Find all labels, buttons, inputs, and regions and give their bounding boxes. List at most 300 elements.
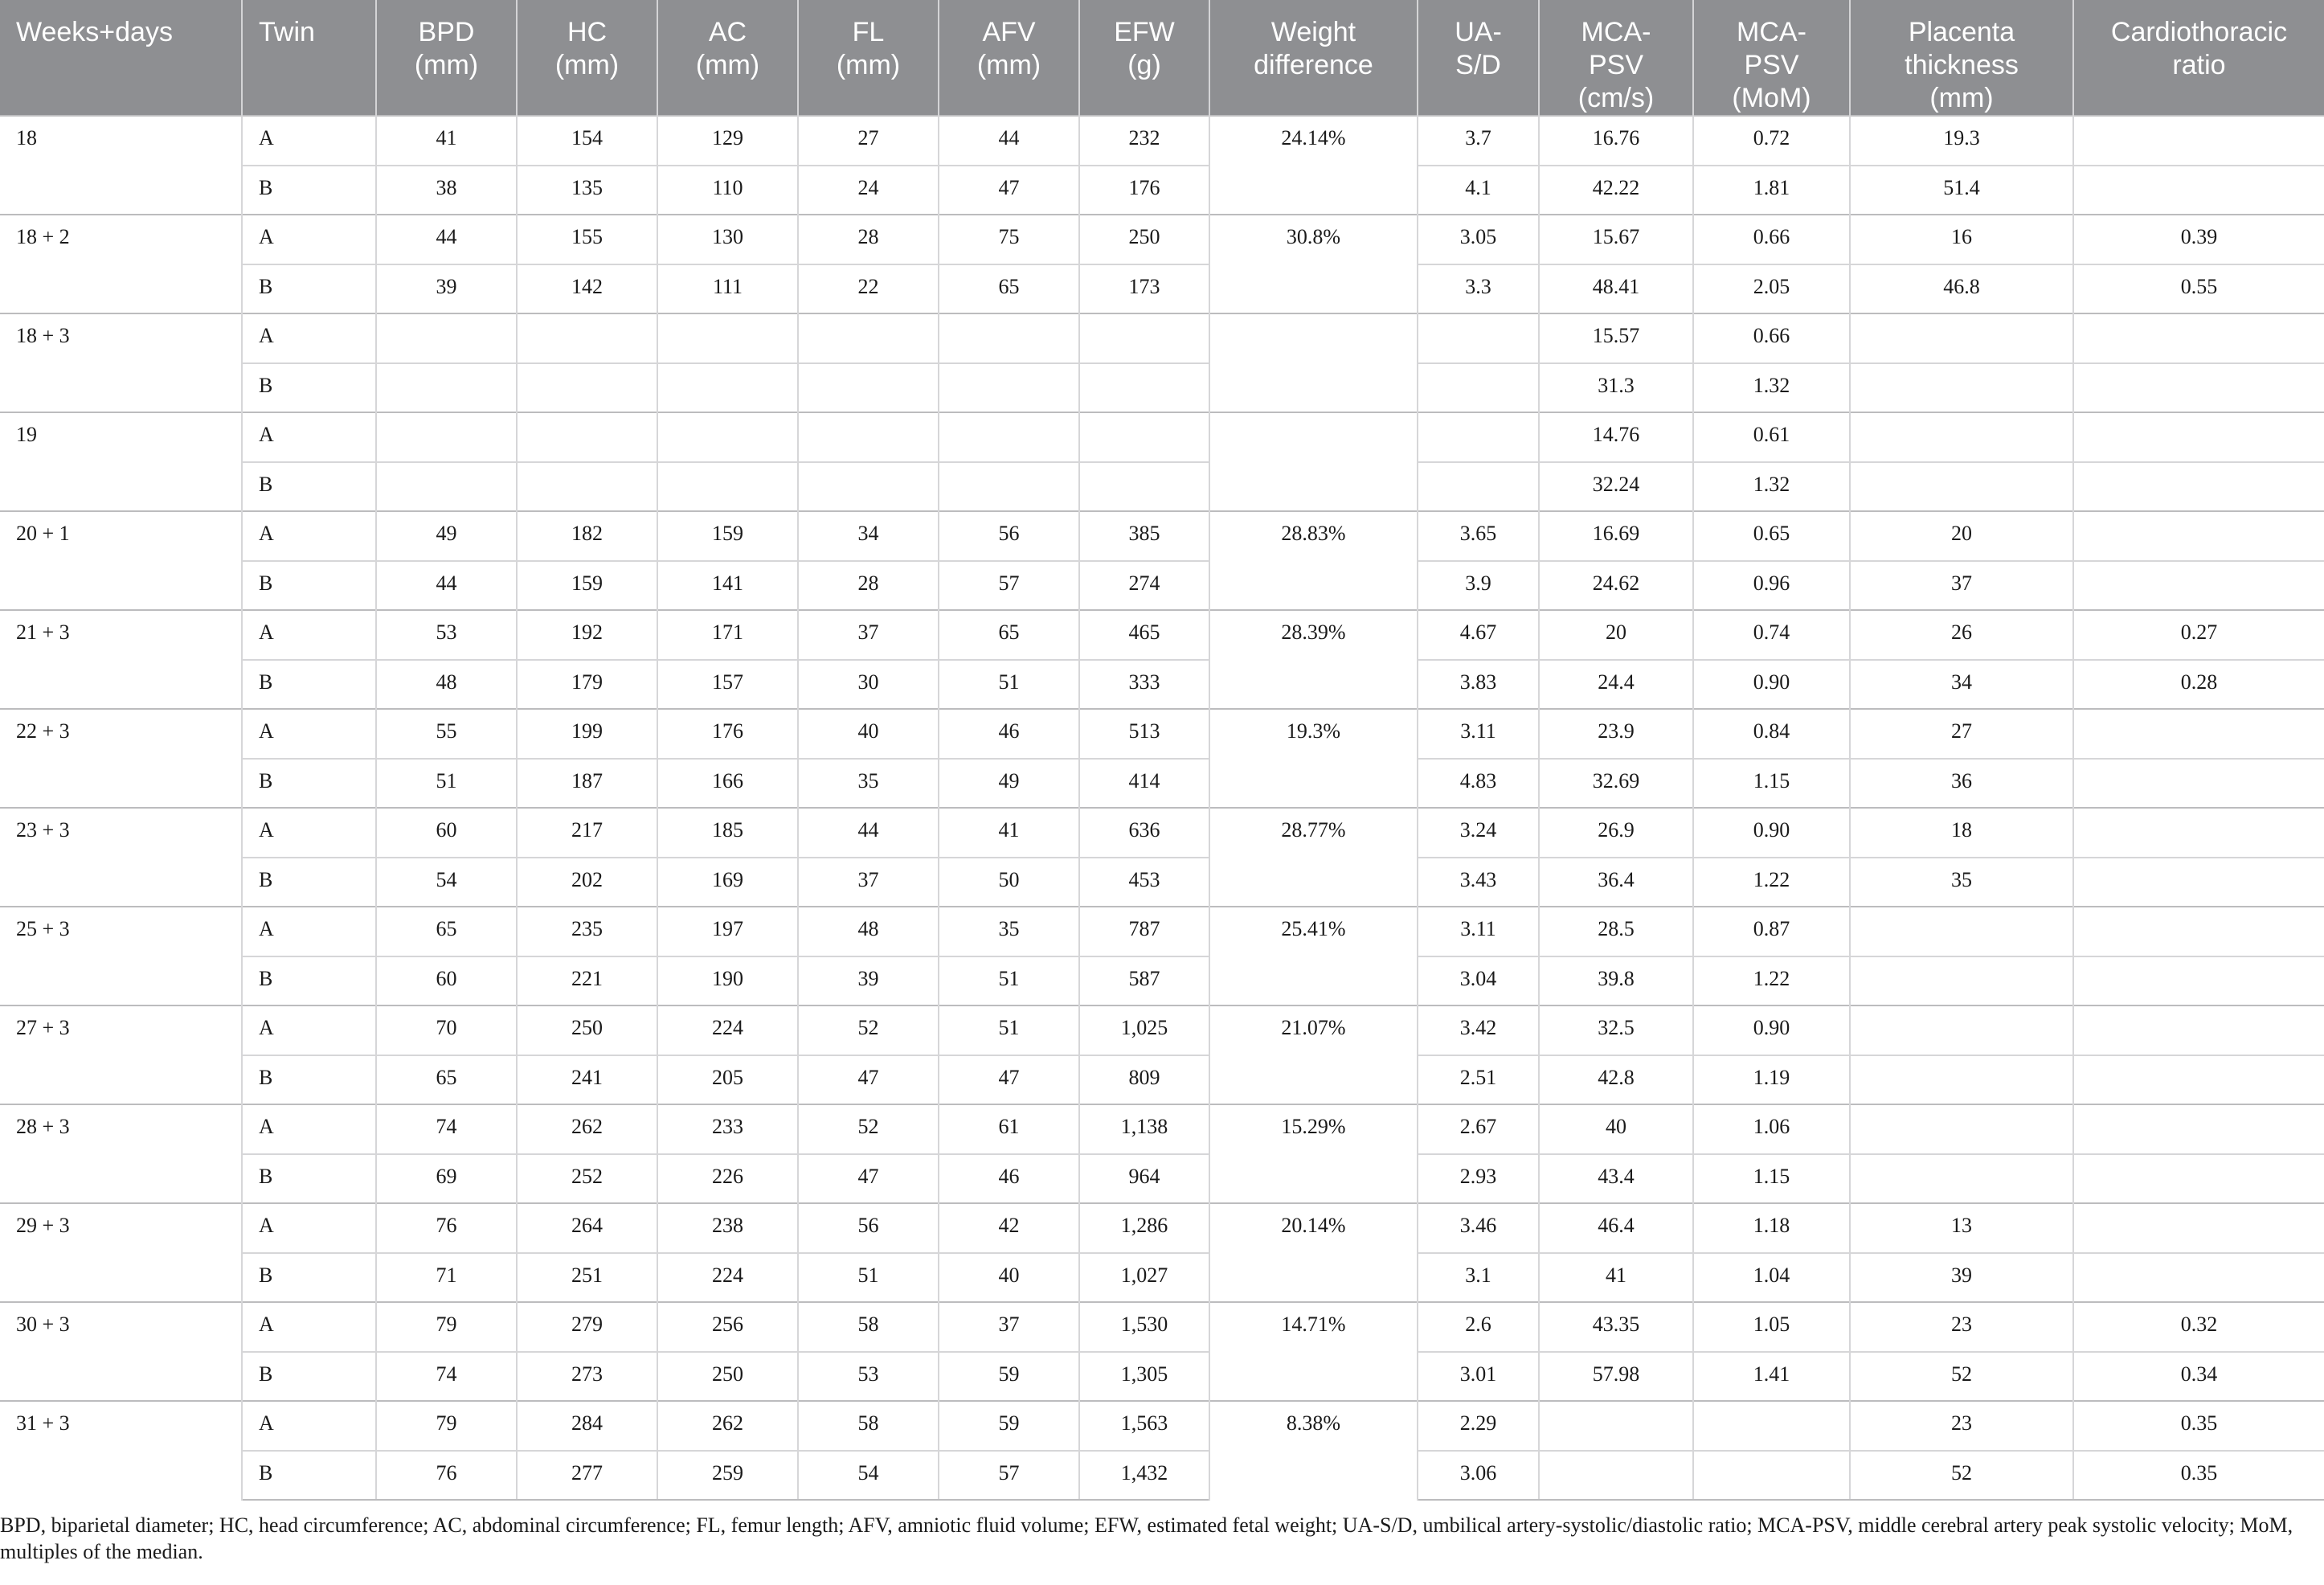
ac-cell: 224	[657, 1005, 798, 1055]
weight-difference-cell: 24.14%	[1209, 116, 1418, 215]
hc-cell: 182	[517, 511, 657, 561]
ctr-cell	[2073, 313, 2324, 363]
mca-psv-cms-cell: 48.41	[1539, 264, 1693, 314]
mca-psv-mom-cell: 0.90	[1693, 1005, 1850, 1055]
ctr-cell: 0.34	[2073, 1352, 2324, 1402]
ua-sd-cell: 3.65	[1418, 511, 1539, 561]
weight-difference-cell: 20.14%	[1209, 1203, 1418, 1302]
afv-cell: 65	[939, 610, 1079, 660]
ua-sd-cell	[1418, 462, 1539, 512]
fl-cell: 56	[798, 1203, 939, 1253]
table-row	[0, 313, 2324, 363]
weeks-cell: 25 + 3	[0, 907, 242, 1005]
mca-psv-cms-cell: 26.9	[1539, 808, 1693, 858]
ac-cell: 176	[657, 709, 798, 759]
table-row	[0, 363, 2324, 413]
bpd-cell: 69	[376, 1154, 517, 1204]
mca-psv-cms-cell: 57.98	[1539, 1352, 1693, 1402]
twin-cell: B	[242, 1154, 376, 1204]
table-row	[0, 709, 2324, 759]
table-row	[0, 1005, 2324, 1055]
afv-cell: 40	[939, 1253, 1079, 1303]
bpd-cell: 53	[376, 610, 517, 660]
efw-cell: 1,305	[1079, 1352, 1209, 1402]
table-row	[0, 561, 2324, 611]
hc-cell: 187	[517, 759, 657, 809]
efw-cell: 809	[1079, 1055, 1209, 1105]
twin-cell: A	[242, 808, 376, 858]
hc-cell: 135	[517, 166, 657, 215]
afv-cell: 57	[939, 1451, 1079, 1501]
placenta-cell: 23	[1850, 1302, 2073, 1352]
twin-cell: A	[242, 1302, 376, 1352]
hc-cell: 221	[517, 956, 657, 1006]
mca-psv-mom-cell: 1.22	[1693, 956, 1850, 1006]
fl-cell: 54	[798, 1451, 939, 1501]
efw-cell: 385	[1079, 511, 1209, 561]
ac-cell: 111	[657, 264, 798, 314]
mca-psv-mom-cell: 0.74	[1693, 610, 1850, 660]
ctr-cell	[2073, 907, 2324, 956]
mca-psv-cms-cell: 32.24	[1539, 462, 1693, 512]
bpd-cell: 51	[376, 759, 517, 809]
ctr-cell	[2073, 1253, 2324, 1303]
fl-cell	[798, 313, 939, 363]
hc-cell: 142	[517, 264, 657, 314]
mca-psv-mom-cell	[1693, 1451, 1850, 1501]
weeks-cell: 21 + 3	[0, 610, 242, 709]
efw-cell: 250	[1079, 215, 1209, 264]
afv-cell: 59	[939, 1401, 1079, 1451]
ac-cell: 226	[657, 1154, 798, 1204]
weight-difference-cell: 8.38%	[1209, 1401, 1418, 1500]
ua-sd-cell: 2.51	[1418, 1055, 1539, 1105]
mca-psv-mom-cell: 1.81	[1693, 166, 1850, 215]
table-row	[0, 660, 2324, 710]
table-row	[0, 759, 2324, 809]
efw-cell: 587	[1079, 956, 1209, 1006]
ac-cell: 141	[657, 561, 798, 611]
placenta-cell: 20	[1850, 511, 2073, 561]
fl-cell: 24	[798, 166, 939, 215]
mca-psv-cms-cell: 15.57	[1539, 313, 1693, 363]
twin-cell: A	[242, 511, 376, 561]
weight-difference-cell: 25.41%	[1209, 907, 1418, 1005]
ua-sd-cell: 3.04	[1418, 956, 1539, 1006]
placenta-cell	[1850, 313, 2073, 363]
twin-cell: A	[242, 1005, 376, 1055]
placenta-cell: 52	[1850, 1451, 2073, 1501]
hc-cell: 159	[517, 561, 657, 611]
ctr-cell	[2073, 1154, 2324, 1204]
weeks-cell: 23 + 3	[0, 808, 242, 907]
efw-cell: 414	[1079, 759, 1209, 809]
ua-sd-cell: 2.67	[1418, 1104, 1539, 1154]
afv-cell: 35	[939, 907, 1079, 956]
weeks-cell: 19	[0, 412, 242, 511]
header-cell: MCA- PSV (MoM)	[1693, 0, 1850, 116]
mca-psv-mom-cell: 1.32	[1693, 462, 1850, 512]
efw-cell: 513	[1079, 709, 1209, 759]
bpd-cell	[376, 313, 517, 363]
twin-cell: B	[242, 561, 376, 611]
ctr-cell	[2073, 808, 2324, 858]
weeks-cell: 27 + 3	[0, 1005, 242, 1104]
fl-cell: 39	[798, 956, 939, 1006]
placenta-cell: 18	[1850, 808, 2073, 858]
header-cell: MCA- PSV (cm/s)	[1539, 0, 1693, 116]
afv-cell: 51	[939, 1005, 1079, 1055]
afv-cell	[939, 363, 1079, 413]
hc-cell: 217	[517, 808, 657, 858]
table-row	[0, 462, 2324, 512]
bpd-cell: 39	[376, 264, 517, 314]
efw-cell	[1079, 313, 1209, 363]
twin-cell: B	[242, 1352, 376, 1402]
ctr-cell	[2073, 759, 2324, 809]
fl-cell: 47	[798, 1055, 939, 1105]
bpd-cell: 74	[376, 1352, 517, 1402]
hc-cell	[517, 313, 657, 363]
header-cell: Weight difference	[1209, 0, 1418, 116]
bpd-cell	[376, 462, 517, 512]
mca-psv-cms-cell: 28.5	[1539, 907, 1693, 956]
weight-difference-cell: 21.07%	[1209, 1005, 1418, 1104]
efw-cell: 964	[1079, 1154, 1209, 1204]
weight-difference-cell: 19.3%	[1209, 709, 1418, 808]
ua-sd-cell: 3.05	[1418, 215, 1539, 264]
afv-cell: 47	[939, 1055, 1079, 1105]
weeks-cell: 30 + 3	[0, 1302, 242, 1401]
placenta-cell: 39	[1850, 1253, 2073, 1303]
mca-psv-mom-cell: 0.90	[1693, 808, 1850, 858]
efw-cell: 787	[1079, 907, 1209, 956]
table-row	[0, 264, 2324, 314]
twin-cell: A	[242, 610, 376, 660]
weeks-cell: 18 + 2	[0, 215, 242, 313]
ac-cell: 233	[657, 1104, 798, 1154]
ac-cell: 238	[657, 1203, 798, 1253]
ua-sd-cell: 3.83	[1418, 660, 1539, 710]
mca-psv-mom-cell: 1.04	[1693, 1253, 1850, 1303]
ac-cell: 159	[657, 511, 798, 561]
efw-cell: 1,027	[1079, 1253, 1209, 1303]
mca-psv-cms-cell: 24.62	[1539, 561, 1693, 611]
ac-cell: 157	[657, 660, 798, 710]
bpd-cell: 44	[376, 215, 517, 264]
fl-cell: 40	[798, 709, 939, 759]
bpd-cell: 74	[376, 1104, 517, 1154]
fl-cell: 52	[798, 1005, 939, 1055]
fl-cell	[798, 412, 939, 462]
placenta-cell: 36	[1850, 759, 2073, 809]
table-row	[0, 412, 2324, 462]
bpd-cell: 71	[376, 1253, 517, 1303]
afv-cell: 56	[939, 511, 1079, 561]
mca-psv-mom-cell: 0.72	[1693, 116, 1850, 166]
twin-cell: B	[242, 660, 376, 710]
efw-cell: 1,286	[1079, 1203, 1209, 1253]
weeks-cell: 18	[0, 116, 242, 215]
twin-cell: B	[242, 166, 376, 215]
placenta-cell: 52	[1850, 1352, 2073, 1402]
mca-psv-cms-cell: 36.4	[1539, 858, 1693, 907]
twin-cell: A	[242, 1401, 376, 1451]
ua-sd-cell: 2.29	[1418, 1401, 1539, 1451]
ac-cell: 166	[657, 759, 798, 809]
ctr-cell	[2073, 363, 2324, 413]
placenta-cell	[1850, 956, 2073, 1006]
bpd-cell: 79	[376, 1401, 517, 1451]
ctr-cell	[2073, 858, 2324, 907]
bpd-cell: 70	[376, 1005, 517, 1055]
fl-cell: 44	[798, 808, 939, 858]
ac-cell: 262	[657, 1401, 798, 1451]
ctr-cell	[2073, 1055, 2324, 1105]
mca-psv-cms-cell: 40	[1539, 1104, 1693, 1154]
fl-cell: 27	[798, 116, 939, 166]
table-row	[0, 1451, 2324, 1501]
ctr-cell	[2073, 1203, 2324, 1253]
efw-cell: 1,025	[1079, 1005, 1209, 1055]
hc-cell: 199	[517, 709, 657, 759]
fl-cell: 28	[798, 561, 939, 611]
efw-cell: 465	[1079, 610, 1209, 660]
mca-psv-cms-cell: 32.5	[1539, 1005, 1693, 1055]
afv-cell: 50	[939, 858, 1079, 907]
efw-cell: 1,432	[1079, 1451, 1209, 1501]
twin-cell: A	[242, 1203, 376, 1253]
efw-cell	[1079, 363, 1209, 413]
weeks-cell: 29 + 3	[0, 1203, 242, 1302]
efw-cell: 232	[1079, 116, 1209, 166]
ctr-cell	[2073, 1005, 2324, 1055]
fl-cell	[798, 462, 939, 512]
ac-cell	[657, 363, 798, 413]
ctr-cell: 0.32	[2073, 1302, 2324, 1352]
hc-cell: 273	[517, 1352, 657, 1402]
mca-psv-cms-cell: 15.67	[1539, 215, 1693, 264]
twin-cell: B	[242, 264, 376, 314]
mca-psv-cms-cell: 42.22	[1539, 166, 1693, 215]
afv-cell: 51	[939, 660, 1079, 710]
table-row	[0, 610, 2324, 660]
twin-cell: B	[242, 462, 376, 512]
table-row	[0, 1203, 2324, 1253]
header-cell: Twin	[242, 0, 376, 116]
placenta-cell	[1850, 412, 2073, 462]
weeks-cell: 28 + 3	[0, 1104, 242, 1203]
placenta-cell: 16	[1850, 215, 2073, 264]
header-cell: HC (mm)	[517, 0, 657, 116]
ctr-cell: 0.35	[2073, 1451, 2324, 1501]
efw-cell: 176	[1079, 166, 1209, 215]
ac-cell: 110	[657, 166, 798, 215]
fl-cell: 58	[798, 1302, 939, 1352]
hc-cell: 264	[517, 1203, 657, 1253]
mca-psv-cms-cell: 39.8	[1539, 956, 1693, 1006]
fl-cell: 28	[798, 215, 939, 264]
twin-cell: A	[242, 907, 376, 956]
mca-psv-mom-cell: 1.15	[1693, 1154, 1850, 1204]
hc-cell: 192	[517, 610, 657, 660]
afv-cell: 41	[939, 808, 1079, 858]
mca-psv-mom-cell: 0.87	[1693, 907, 1850, 956]
placenta-cell	[1850, 1104, 2073, 1154]
ac-cell: 190	[657, 956, 798, 1006]
ac-cell: 259	[657, 1451, 798, 1501]
mca-psv-mom-cell: 1.15	[1693, 759, 1850, 809]
twin-cell: B	[242, 1451, 376, 1501]
fl-cell: 53	[798, 1352, 939, 1402]
table-row	[0, 1055, 2324, 1105]
twin-cell: B	[242, 363, 376, 413]
ua-sd-cell: 3.11	[1418, 907, 1539, 956]
mca-psv-mom-cell: 1.32	[1693, 363, 1850, 413]
hc-cell: 279	[517, 1302, 657, 1352]
ctr-cell	[2073, 166, 2324, 215]
header-cell: Cardiothoracic ratio	[2073, 0, 2324, 116]
ctr-cell	[2073, 462, 2324, 512]
table-row	[0, 858, 2324, 907]
hc-cell: 235	[517, 907, 657, 956]
hc-cell: 155	[517, 215, 657, 264]
table-row	[0, 1352, 2324, 1402]
placenta-cell: 46.8	[1850, 264, 2073, 314]
efw-cell: 1,530	[1079, 1302, 1209, 1352]
afv-cell: 46	[939, 1154, 1079, 1204]
ctr-cell	[2073, 1104, 2324, 1154]
efw-cell: 1,138	[1079, 1104, 1209, 1154]
mca-psv-cms-cell: 24.4	[1539, 660, 1693, 710]
ua-sd-cell: 3.7	[1418, 116, 1539, 166]
twin-cell: B	[242, 956, 376, 1006]
efw-cell: 636	[1079, 808, 1209, 858]
afv-cell: 44	[939, 116, 1079, 166]
ctr-cell: 0.27	[2073, 610, 2324, 660]
hc-cell	[517, 462, 657, 512]
ac-cell: 205	[657, 1055, 798, 1105]
weight-difference-cell: 14.71%	[1209, 1302, 1418, 1401]
table-footnote: BPD, biparietal diameter; HC, head circumference; AC, abdominal circumference; FL, femur length; AFV, amniotic fluid volume; EFW, estimated fetal weight; UA-S/D, umbilical artery-systolic/diastolic ratio; MCA-PSV, middle cerebral artery peak systolic velocity; MoM, multiples of the median.	[0, 1513, 2293, 1563]
ac-cell: 169	[657, 858, 798, 907]
fl-cell: 51	[798, 1253, 939, 1303]
ua-sd-cell: 2.6	[1418, 1302, 1539, 1352]
table-row	[0, 808, 2324, 858]
ua-sd-cell: 4.67	[1418, 610, 1539, 660]
fl-cell: 58	[798, 1401, 939, 1451]
hc-cell: 202	[517, 858, 657, 907]
mca-psv-mom-cell	[1693, 1401, 1850, 1451]
ua-sd-cell	[1418, 313, 1539, 363]
table-row	[0, 215, 2324, 264]
twin-cell: B	[242, 759, 376, 809]
weeks-cell: 20 + 1	[0, 511, 242, 610]
hc-cell: 284	[517, 1401, 657, 1451]
mca-psv-mom-cell: 0.84	[1693, 709, 1850, 759]
mca-psv-mom-cell: 1.41	[1693, 1352, 1850, 1402]
ua-sd-cell: 3.42	[1418, 1005, 1539, 1055]
header-cell: Placenta thickness (mm)	[1850, 0, 2073, 116]
ctr-cell	[2073, 561, 2324, 611]
twin-cell: A	[242, 709, 376, 759]
afv-cell: 75	[939, 215, 1079, 264]
mca-psv-cms-cell: 43.4	[1539, 1154, 1693, 1204]
hc-cell: 241	[517, 1055, 657, 1105]
ua-sd-cell	[1418, 412, 1539, 462]
fl-cell: 35	[798, 759, 939, 809]
ac-cell: 250	[657, 1352, 798, 1402]
ua-sd-cell: 3.1	[1418, 1253, 1539, 1303]
ac-cell	[657, 462, 798, 512]
placenta-cell	[1850, 1154, 2073, 1204]
afv-cell: 42	[939, 1203, 1079, 1253]
twin-cell: A	[242, 116, 376, 166]
mca-psv-cms-cell: 16.76	[1539, 116, 1693, 166]
hc-cell	[517, 363, 657, 413]
weeks-cell: 18 + 3	[0, 313, 242, 412]
weight-difference-cell: 28.39%	[1209, 610, 1418, 709]
twin-cell: B	[242, 858, 376, 907]
bpd-cell	[376, 412, 517, 462]
bpd-cell: 60	[376, 956, 517, 1006]
ua-sd-cell: 4.1	[1418, 166, 1539, 215]
ua-sd-cell: 3.9	[1418, 561, 1539, 611]
ac-cell: 197	[657, 907, 798, 956]
ua-sd-cell: 3.01	[1418, 1352, 1539, 1402]
bpd-cell: 76	[376, 1451, 517, 1501]
ua-sd-cell	[1418, 363, 1539, 413]
weeks-cell: 22 + 3	[0, 709, 242, 808]
ac-cell: 185	[657, 808, 798, 858]
mca-psv-mom-cell: 0.90	[1693, 660, 1850, 710]
bpd-cell: 76	[376, 1203, 517, 1253]
weight-difference-cell: 30.8%	[1209, 215, 1418, 313]
placenta-cell	[1850, 363, 2073, 413]
ctr-cell: 0.35	[2073, 1401, 2324, 1451]
ctr-cell	[2073, 511, 2324, 561]
ctr-cell	[2073, 709, 2324, 759]
table-row	[0, 116, 2324, 166]
twin-cell: A	[242, 313, 376, 363]
afv-cell: 46	[939, 709, 1079, 759]
hc-cell: 252	[517, 1154, 657, 1204]
ac-cell: 224	[657, 1253, 798, 1303]
table-header	[0, 0, 2324, 116]
mca-psv-cms-cell	[1539, 1451, 1693, 1501]
hc-cell: 179	[517, 660, 657, 710]
table-row	[0, 166, 2324, 215]
ac-cell: 130	[657, 215, 798, 264]
afv-cell: 59	[939, 1352, 1079, 1402]
ctr-cell	[2073, 956, 2324, 1006]
efw-cell: 1,563	[1079, 1401, 1209, 1451]
mca-psv-mom-cell: 1.19	[1693, 1055, 1850, 1105]
mca-psv-mom-cell: 1.18	[1693, 1203, 1850, 1253]
fl-cell: 48	[798, 907, 939, 956]
mca-psv-cms-cell: 46.4	[1539, 1203, 1693, 1253]
twin-cell: A	[242, 412, 376, 462]
placenta-cell: 34	[1850, 660, 2073, 710]
weight-difference-cell	[1209, 412, 1418, 511]
afv-cell: 47	[939, 166, 1079, 215]
header-cell: AC (mm)	[657, 0, 798, 116]
bpd-cell: 38	[376, 166, 517, 215]
mca-psv-mom-cell: 1.05	[1693, 1302, 1850, 1352]
mca-psv-cms-cell	[1539, 1401, 1693, 1451]
placenta-cell: 23	[1850, 1401, 2073, 1451]
afv-cell: 37	[939, 1302, 1079, 1352]
